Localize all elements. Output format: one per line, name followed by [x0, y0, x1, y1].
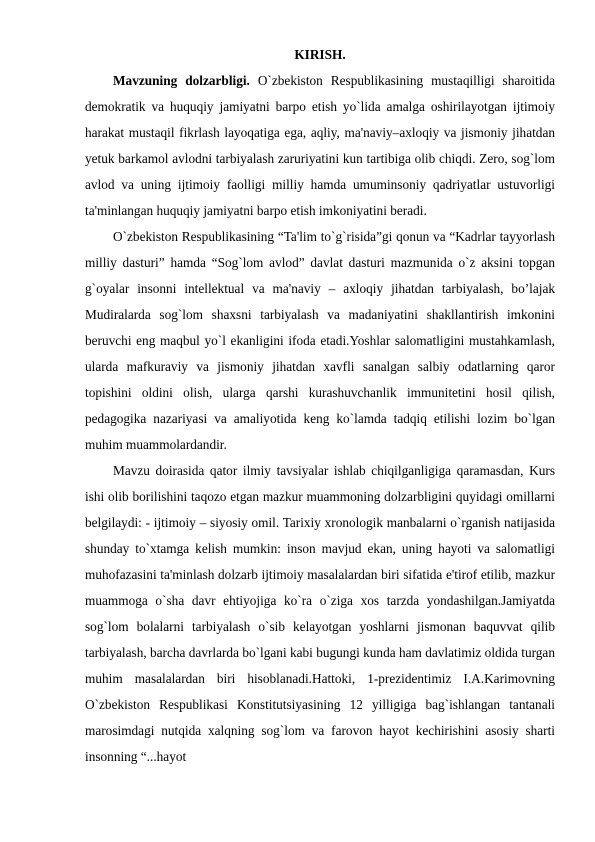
- document-heading: KIRISH.: [294, 47, 346, 62]
- paragraph-relevance: [85, 68, 555, 224]
- paragraph-legislation: O`zbekiston Respublikasining “Ta'lim to`g`risida”gi qonun va “Kadrlar tayyorlash milliy dasturi” hamda “Sog`lom avlod” davlat dasturi mazmunida o`z aksini topgan g`oyalar insonni intellektual va ma'naviy – axloqiy jihatdan tarbiyalash, bo’lajak Mudiralarda sog`lom shaxsni tarbiyalash va madaniyatini shakllantirish imkonini beruvchi eng maqbul yo`l ekanligini ifoda etadi.Yoshlar salomatligini mustahkamlash, ularda mafkuraviy va jismoniy jihatdan xavfli sanalgan salbiy odatlarning qaror topishini oldini olish, ularga qarshi kurashuvchanlik immunitetini hosil qilish, pedagogika nazariyasi va amaliyotida keng ko`lamda tadqiq etilishi lozim bo`lgan muhim muammolardandir.: [85, 229, 555, 452]
- paragraph-factors: Mavzu doirasida qator ilmiy tavsiyalar ishlab chiqilganligiga qaramasdan, Kurs ishi olib borilishini taqozo etgan mazkur muammoning dolzarbligini quyidagi omillarni belgilaydi: - ijtimoiy – siyosiy omil. Tarixiy xronologik manbalarni o`rganish natijasida shunday to`xtamga kelish mumkin: inson mavjud ekan, uning hayoti va salomatligi muhofazasini ta'minlash dolzarb ijtimoiy masalalardan biri sifatida e'tirof etilib, mazkur muammoga o`sha davr ehtiyojiga ko`ra o`ziga xos tarzda yondashilgan.Jamiyatda sog`lom bolalarni tarbiyalash o`sib kelayotgan yoshlarni jismonan baquvvat qilib tarbiyalash, barcha davrlarda bo`lgani kabi bugungi kunda ham davlatimiz oldida turgan muhim masalalardan biri hisoblanadi.Hattoki, 1-prezidentimiz I.A.Karimovning O`zbekiston Respublikasi Konstitutsiyasining 12 yilligiga bag`ishlangan tantanali marosimdagi nutqida xalqning sog`lom va farovon hayot kechirishini asosiy sharti insonning “...hayot: [85, 463, 555, 764]
- paragraph-text: O`zbekiston Respublikasining mustaqilligi sharoitida demokratik va huquqiy jamiyatni barpo etish yo`lida amalga oshirilayotgan ijtimoiy harakat mustaqil fikrlash layoqatiga ega, aqliy, ma'naviy–axloqiy va jismoniy jihatdan yetuk barkamol avlodni tarbiyalash zaruriyatini kun tartibiga olib chiqdi. Zero, sog`lom avlod va uning ijtimoiy faolligi milliy hamda umuminsoniy qadriyatlar ustuvorligi ta'minlangan huquqiy jamiyatni barpo etish imkoniyatini beradi.: [85, 73, 555, 218]
- paragraph-lead: Mavzuning dolzarbligi.: [113, 73, 250, 88]
- document-page: [85, 42, 555, 770]
